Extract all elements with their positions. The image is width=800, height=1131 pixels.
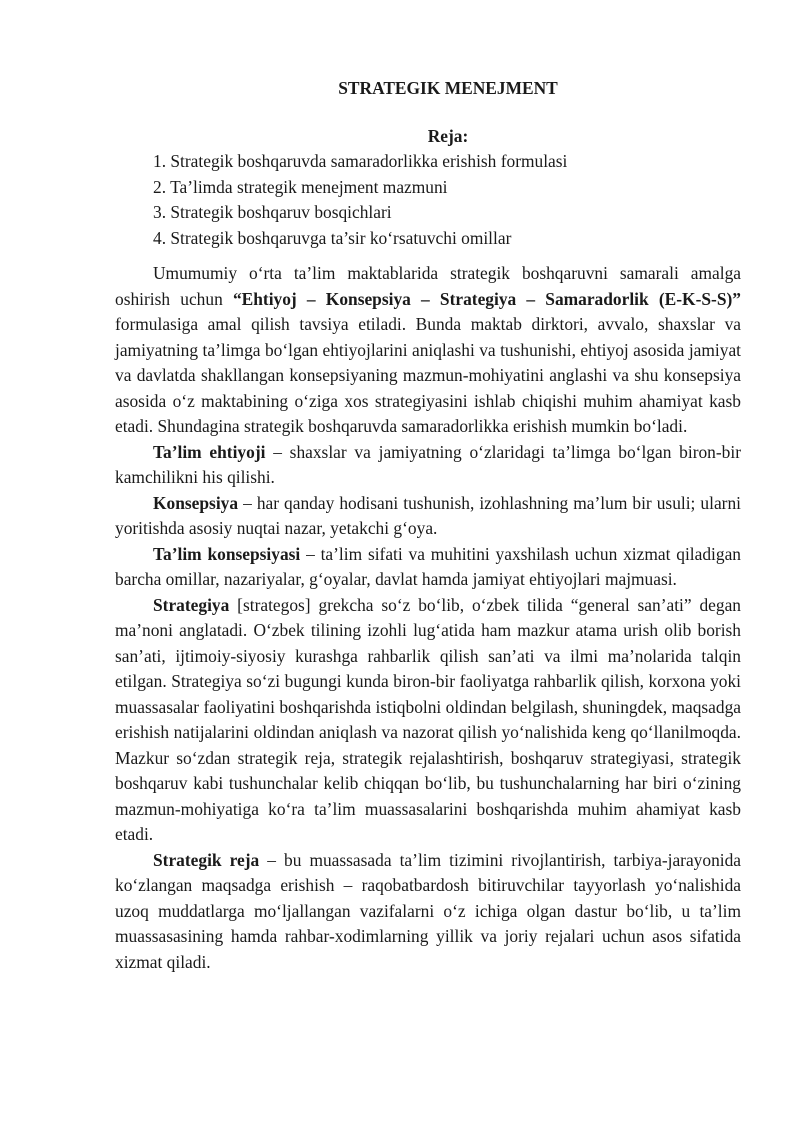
plan-list [153,149,753,251]
plan-heading: Reja: [427,126,469,146]
paragraph-text: – ta’lim sifati va muhitini yaxshilash uchun xizmat qiladigan barcha omillar, nazariyalar, g‘oyalar, davlat hamda jamiyat ehtiyojlari majmuasi. [115,543,741,589]
body-text [115,261,741,975]
paragraph-text: – shaxslar va jamiyatning o‘zlaridagi ta’limga bo‘lgan biron-bir kamchilikni his qilishi. [115,441,741,487]
term-heading: Konsepsiya [153,492,239,513]
paragraph-talim-ehtiyoji [115,440,741,491]
paragraph-lead: Umumumiy o‘rta ta’lim maktablarida strategik boshqaruvni samarali amalga oshirish uchun [115,263,741,309]
plan-item: 2. Ta’limda strategik menejment mazmuni [153,176,448,197]
document-title: STRATEGIK MENEJMENT [338,78,558,98]
term-heading: Ta’lim ehtiyoji [153,441,266,462]
paragraph-talim-konsepsiyasi [115,542,741,593]
term-heading: Strategiya [153,594,230,615]
plan-item: 1. Strategik boshqaruvda samaradorlikka erishish formulasi [153,151,568,171]
plan-item: 4. Strategik boshqaruvga ta’sir ko‘rsatuvchi omillar [153,227,512,248]
term-heading: Strategik reja [153,849,260,870]
term-heading: Ta’lim konsepsiyasi [153,543,301,564]
paragraph-text: – har qanday hodisani tushunish, izohlashning ma’lum bir usuli; ularni yoritishda asosiy nuqtai nazar, yetakchi g‘oya. [115,492,741,538]
paragraph-intro [115,261,741,440]
paragraph-strategiya [115,593,741,848]
paragraph-text: – bu muassasada ta’lim tizimini rivojlantirish, tarbiya-jarayonida ko‘zlangan maqsadga erishish – raqobatbardosh bitiruvchilar tayyorlash yo‘nalishida uzoq muddatlarga mo‘ljallangan vazifalarni o‘z ichiga olgan dastur bo‘lib, u ta’lim muassasasining hamda rahbar-xodimlarning yillik va joriy rejalari uchun asos sifatida xizmat qiladi. [115,849,742,972]
formula-term: “Ehtiyoj – Konsepsiya – Strategiya – Samaradorlik (E-K-S-S)” [232,288,741,309]
paragraph-konsepsiya [115,491,741,542]
paragraph-text: formulasiga amal qilish tavsiya etiladi. Bunda maktab dirktori, avvalo, shaxslar va jamiyatning ta’limga bo‘lgan ehtiyojlarini aniqlashi va tushunishi, ehtiyoj asosida jamiyat va davlatda shakllangan konsepsiyaning mazmun-mohiyatini anglashi va shu konsepsiya asosida o‘z maktabining o‘ziga xos strategiyasini ishlab chiqishi muhim ahamiyat kasb etadi. Shundagina strategik boshqaruvda samaradorlikka erishish mumkin bo‘ladi. [115,314,741,436]
plan-item: 3. Strategik boshqaruv bosqichlari [153,202,392,222]
paragraph-text: [strategos] grekcha so‘z bo‘lib, o‘zbek tilida “general san’ati” degan ma’noni anglatadi. O‘zbek tilining izohli lug‘atida ham mazkur atama urish olib borish san’ati, ijtimoiy-siyosiy kurashga rahbarlik qilish san’ati va ilmi ma’nolarida talqin etilgan. Strategiya so‘zi bugungi kunda biron-bir faoliyatga rahbarlik qilish, korxona yoki muassasalar faoliyatini boshqarishda istiqbolni oldindan belgilash, shuningdek, maqsadga erishish natijalarini oldindan aniqlash va nazorat qilish yo‘nalishida keng qo‘llanilmoqda. Mazkur so‘zdan strategik reja, strategik rejalashtirish, boshqaruv strategiyasi, strategik boshqaruv kabi tushunchalar kelib chiqqan bo‘lib, bu tushunchalarning har biri o‘zining mazmun-mohiyatiga ko‘ra ta’lim muassasalarini boshqarishda muhim ahamiyat kasb etadi. [115,594,741,844]
paragraph-strategik-reja [115,848,741,976]
